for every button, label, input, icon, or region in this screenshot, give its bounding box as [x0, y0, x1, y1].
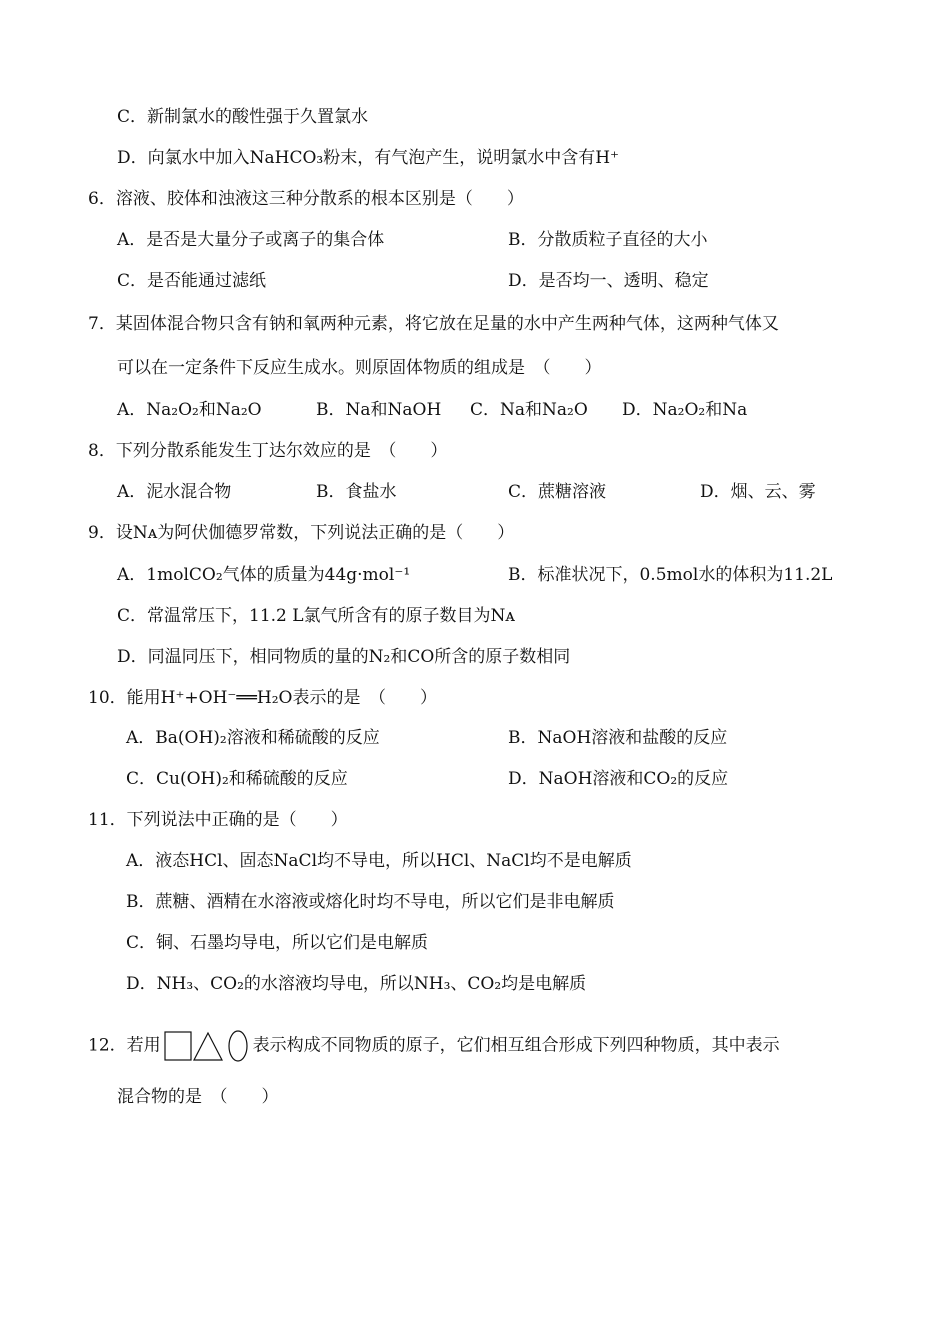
q7-stem-line1: 7．某固体混合物只含有钠和氧两种元素，将它放在足量的水中产生两种气体，这两种气体又 [88, 314, 779, 334]
q11-stem: 11．下列说法中正确的是（ ） [88, 810, 348, 830]
q10-option-d: D．NaOH溶液和CO₂的反应 [508, 769, 729, 789]
q10-option-c: C．Cu(OH)₂和稀硫酸的反应 [126, 769, 348, 789]
q12-stem-suffix: 表示构成不同物质的原子，它们相互组合形成下列四种物质，其中表示 [252, 1035, 780, 1056]
q8-stem: 8．下列分散系能发生丁达尔效应的是 （ ） [88, 441, 448, 461]
q8-option-a: A．泥水混合物 [117, 482, 232, 502]
q6-option-c: C．是否能通过滤纸 [117, 271, 267, 291]
q10-option-b: B．NaOH溶液和盐酸的反应 [508, 728, 728, 748]
q5-option-d: D．向氯水中加入NaHCO₃粉末，有气泡产生，说明氯水中含有H⁺ [117, 148, 620, 168]
q7-option-c: C．Na和Na₂O [470, 400, 588, 420]
q5-option-c: C．新制氯水的酸性强于久置氯水 [117, 107, 369, 127]
q6-option-d: D．是否均一、透明、稳定 [508, 271, 709, 291]
q6-option-b: B．分散质粒子直径的大小 [508, 230, 708, 250]
q7-option-a: A．Na₂O₂和Na₂O [117, 400, 262, 420]
q9-option-b: B．标准状况下，0.5mol水的体积为11.2L [508, 565, 833, 585]
q6-stem: 6．溶液、胶体和浊液这三种分散系的根本区别是（ ） [88, 189, 524, 209]
q10-stem: 10．能用H⁺+OH⁻══H₂O表示的是 （ ） [88, 688, 437, 708]
q11-option-c: C．铜、石墨均导电，所以它们是电解质 [126, 933, 429, 953]
q9-option-d: D．同温同压下，相同物质的量的N₂和CO所含的原子数相同 [117, 647, 571, 667]
q12-stem-line1 [88, 1029, 780, 1063]
ellipse-icon [229, 1031, 247, 1061]
q11-option-d: D．NH₃、CO₂的水溶液均导电，所以NH₃、CO₂均是电解质 [126, 974, 587, 994]
q6-option-a: A．是否是大量分子或离子的集合体 [117, 230, 385, 250]
q7-option-d: D．Na₂O₂和Na [622, 400, 748, 420]
triangle-icon [194, 1033, 222, 1060]
q8-option-d: D．烟、云、雾 [700, 482, 816, 502]
q9-option-c: C．常温常压下，11.2 L氯气所含有的原子数目为Nᴀ [117, 606, 516, 626]
q12-stem-prefix: 12．若用 [88, 1035, 161, 1056]
q9-option-a: A．1molCO₂气体的质量为44g·mol⁻¹ [117, 565, 411, 585]
q7-stem-line2: 可以在一定条件下反应生成水。则原固体物质的组成是 （ ） [117, 358, 602, 378]
q12-stem-line2: 混合物的是 （ ） [117, 1087, 279, 1107]
atom-shapes-legend [163, 1029, 251, 1063]
q10-option-a: A．Ba(OH)₂溶液和稀硫酸的反应 [126, 728, 380, 748]
q7-option-b: B．Na和NaOH [316, 400, 442, 420]
square-icon [165, 1032, 191, 1060]
q11-option-a: A．液态HCl、固态NaCl均不导电，所以HCl、NaCl均不是电解质 [126, 851, 632, 871]
q9-stem: 9．设Nᴀ为阿伏伽德罗常数，下列说法正确的是（ ） [88, 523, 515, 543]
q11-option-b: B．蔗糖、酒精在水溶液或熔化时均不导电，所以它们是非电解质 [126, 892, 615, 912]
q8-option-c: C．蔗糖溶液 [508, 482, 607, 502]
q8-option-b: B．食盐水 [316, 482, 397, 502]
